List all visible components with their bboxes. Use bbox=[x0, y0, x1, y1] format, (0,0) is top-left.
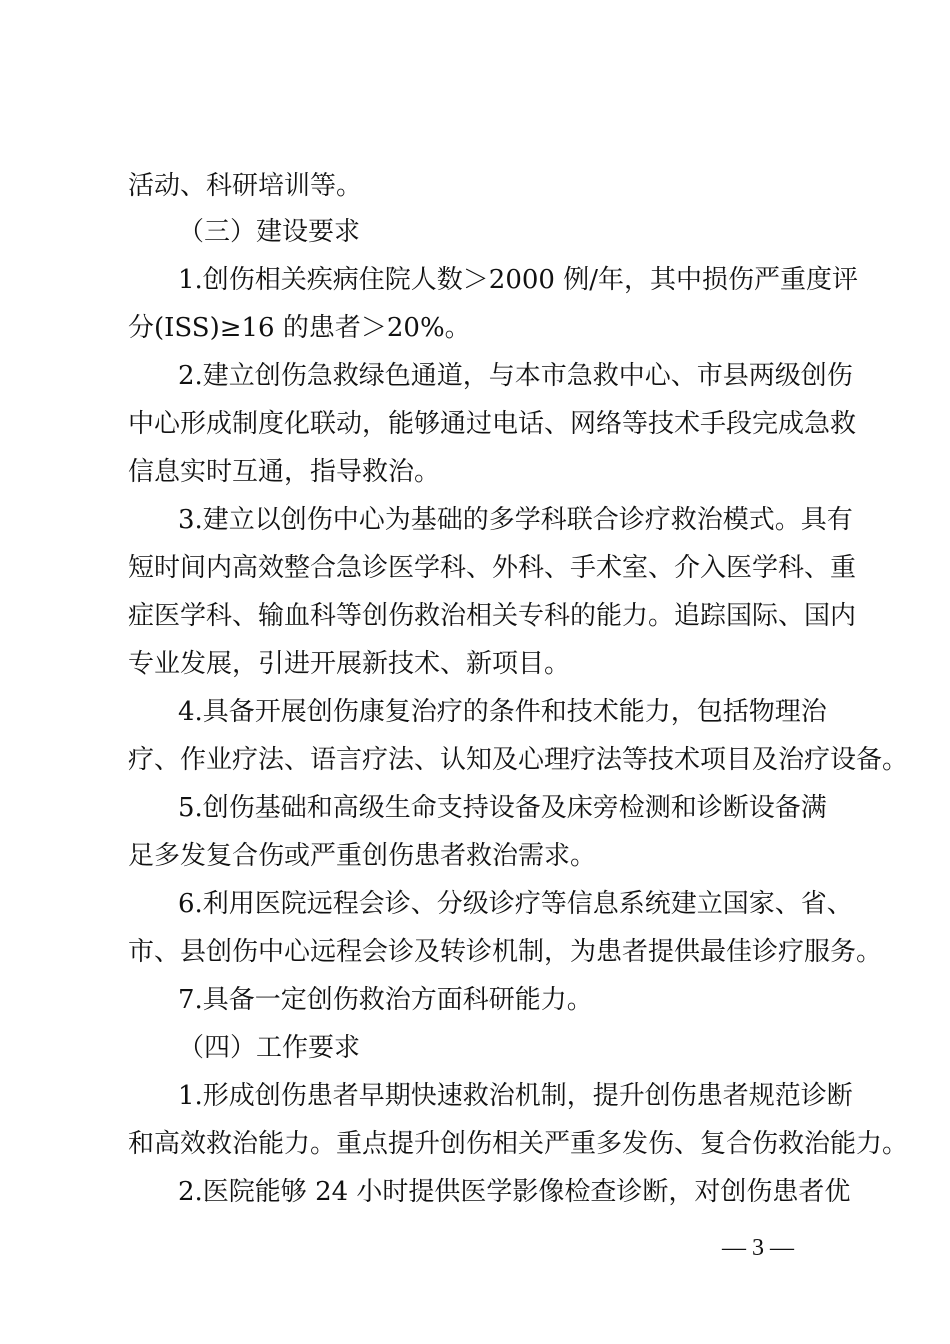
text-line: 2.医院能够 24 小时提供医学影像检查诊断，对创伤患者优 bbox=[178, 1177, 851, 1207]
text-line: 4.具备开展创伤康复治疗的条件和技术能力，包括物理治 bbox=[178, 697, 827, 727]
page-number: — 3 — bbox=[722, 1235, 794, 1261]
text-line: 足多发复合伤或严重创伤患者救治需求。 bbox=[128, 841, 597, 871]
text-line: 信息实时互通，指导救治。 bbox=[128, 457, 441, 487]
section-heading-4: （四）工作要求 bbox=[178, 1033, 361, 1063]
text-line: 1.形成创伤患者早期快速救治机制，提升创伤患者规范诊断 bbox=[178, 1081, 853, 1111]
text-line: 7.具备一定创伤救治方面科研能力。 bbox=[178, 985, 593, 1015]
text-line: 和高效救治能力。重点提升创伤相关严重多发伤、复合伤救治能力。 bbox=[128, 1129, 909, 1159]
text-line: 市、县创伤中心远程会诊及转诊机制，为患者提供最佳诊疗服务。 bbox=[128, 937, 883, 967]
section-heading-3: （三）建设要求 bbox=[178, 217, 361, 247]
text-line: 专业发展，引进开展新技术、新项目。 bbox=[128, 649, 571, 679]
text-line: 2.建立创伤急救绿色通道，与本市急救中心、市县两级创伤 bbox=[178, 361, 853, 391]
text-line: 短时间内高效整合急诊医学科、外科、手术室、介入医学科、重 bbox=[128, 553, 857, 583]
text-line: 6.利用医院远程会诊、分级诊疗等信息系统建立国家、省、 bbox=[178, 889, 853, 919]
text-line: 3.建立以创伤中心为基础的多学科联合诊疗救治模式。具有 bbox=[178, 505, 853, 535]
text-line: 中心形成制度化联动，能够通过电话、网络等技术手段完成急救 bbox=[128, 409, 857, 439]
text-line: 疗、作业疗法、语言疗法、认知及心理疗法等技术项目及治疗设备。 bbox=[128, 745, 909, 775]
text-line: 分(ISS)≥16 的患者＞20%。 bbox=[128, 313, 471, 343]
text-line: 活动、科研培训等。 bbox=[128, 171, 363, 201]
text-line: 症医学科、输血科等创伤救治相关专科的能力。追踪国际、国内 bbox=[128, 601, 857, 631]
text-line: 1.创伤相关疾病住院人数＞2000 例/年，其中损伤严重度评 bbox=[178, 265, 858, 295]
text-line: 5.创伤基础和高级生命支持设备及床旁检测和诊断设备满 bbox=[178, 793, 827, 823]
